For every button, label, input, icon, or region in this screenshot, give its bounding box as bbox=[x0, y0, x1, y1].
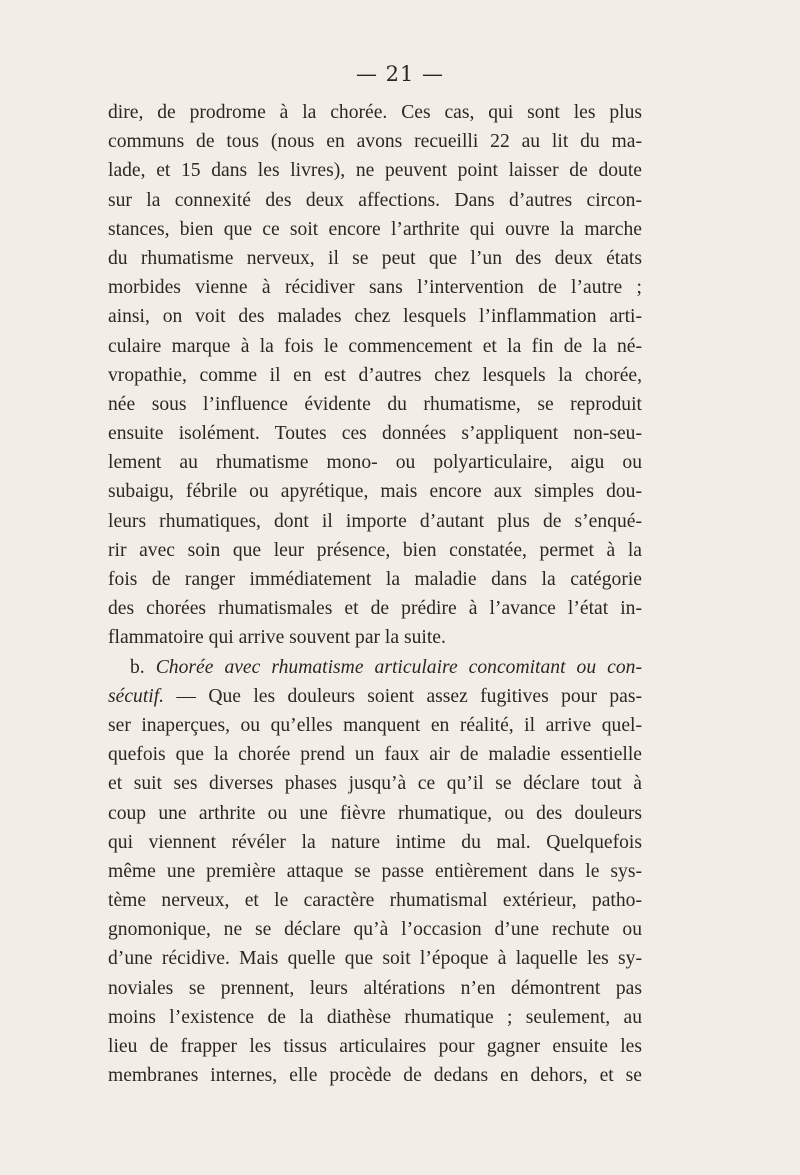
text-line: communs de tous (nous en avons recueilli 22 au lit du ma- bbox=[108, 131, 642, 153]
text-line: dire, de prodrome à la chorée. Ces cas, qui sont les plus bbox=[108, 102, 642, 123]
text-line: leurs rhumatiques, dont il importe d’autant plus de s’enqué- bbox=[108, 510, 642, 532]
text-line: morbides vienne à récidiver sans l’intervention de l’autre ; bbox=[108, 277, 642, 299]
text-line: fois de ranger immédiatement la maladie dans la catégorie bbox=[108, 569, 642, 590]
text-line: même une première attaque se passe entièrement dans le sys- bbox=[108, 860, 642, 882]
text-line: membranes internes, elle procède de dedans en dehors, et se bbox=[108, 1065, 642, 1087]
text-line: quefois que la chorée prend un faux air de maladie essentielle bbox=[108, 744, 642, 766]
text-line: ser inaperçues, ou qu’elles manquent en réalité, il arrive quel- bbox=[108, 714, 642, 736]
text-line: gnomonique, ne se déclare qu’à l’occasion d’une rechute ou bbox=[108, 919, 642, 941]
text-line: du rhumatisme nerveux, il se peut que l’un des deux états bbox=[108, 247, 642, 269]
text-line: rir avec soin que leur présence, bien constatée, permet à la bbox=[108, 539, 642, 561]
text-line: née sous l’influence évidente du rhumatisme, se reproduit bbox=[108, 393, 642, 415]
text-line: des chorées rhumatismales et de prédire à l’avance l’état in- bbox=[108, 598, 642, 620]
text-line: qui viennent révéler la nature intime du mal. Quelquefois bbox=[108, 831, 642, 853]
section-b-label: b. bbox=[130, 656, 145, 678]
text-line: stances, bien que ce soit encore l’arthrite qui ouvre la marche bbox=[108, 218, 642, 240]
text-line: lement au rhumatisme mono- ou polyarticulaire, aigu ou bbox=[108, 452, 642, 474]
text-line: sur la connexité des deux affections. Dans d’autres circon- bbox=[108, 189, 642, 211]
paragraph-last-line: flammatoire qui arrive souvent par la suite. bbox=[108, 627, 446, 649]
text-line: ensuite isolément. Toutes ces données s’appliquent non-seu- bbox=[108, 423, 642, 445]
section-b-text: — Que les douleurs soient assez fugitives pour pas- bbox=[164, 685, 642, 707]
text-line: lade, et 15 dans les livres), ne peuvent point laisser de doute bbox=[108, 160, 642, 182]
page-number: — 21 — bbox=[355, 62, 445, 86]
text-line: tème nerveux, et le caractère rhumatismal extérieur, patho- bbox=[108, 890, 642, 912]
text-line: et suit ses diverses phases jusqu’à ce qu’il se déclare tout à bbox=[108, 773, 642, 795]
section-b-title: Chorée avec rhumatisme articulaire concomitant ou con- bbox=[155, 656, 642, 678]
text-line: ainsi, on voit des malades chez lesquels l’inflammation arti- bbox=[108, 306, 642, 328]
text-line: subaigu, fébrile ou apyrétique, mais encore aux simples dou- bbox=[108, 481, 642, 503]
text-line: d’une récidive. Mais quelle que soit l’époque à laquelle les sy- bbox=[108, 948, 642, 970]
section-b-title-end: sécutif. bbox=[108, 685, 165, 707]
section-b-heading-line bbox=[108, 653, 642, 682]
text-line: vropathie, comme il en est d’autres chez lesquels la chorée, bbox=[108, 364, 642, 386]
section-b-second-line bbox=[108, 682, 642, 711]
text-line: lieu de frapper les tissus articulaires pour gagner ensuite les bbox=[108, 1036, 642, 1057]
text-line: coup une arthrite ou une fièvre rhumatique, ou des douleurs bbox=[108, 802, 642, 824]
text-line: moins l’existence de la diathèse rhumatique ; seulement, au bbox=[108, 1006, 642, 1028]
text-line: culaire marque à la fois le commencement et la fin de la né- bbox=[108, 335, 642, 357]
body-text bbox=[108, 98, 642, 1090]
text-line: noviales se prennent, leurs altérations n’en démontrent pas bbox=[108, 977, 642, 999]
